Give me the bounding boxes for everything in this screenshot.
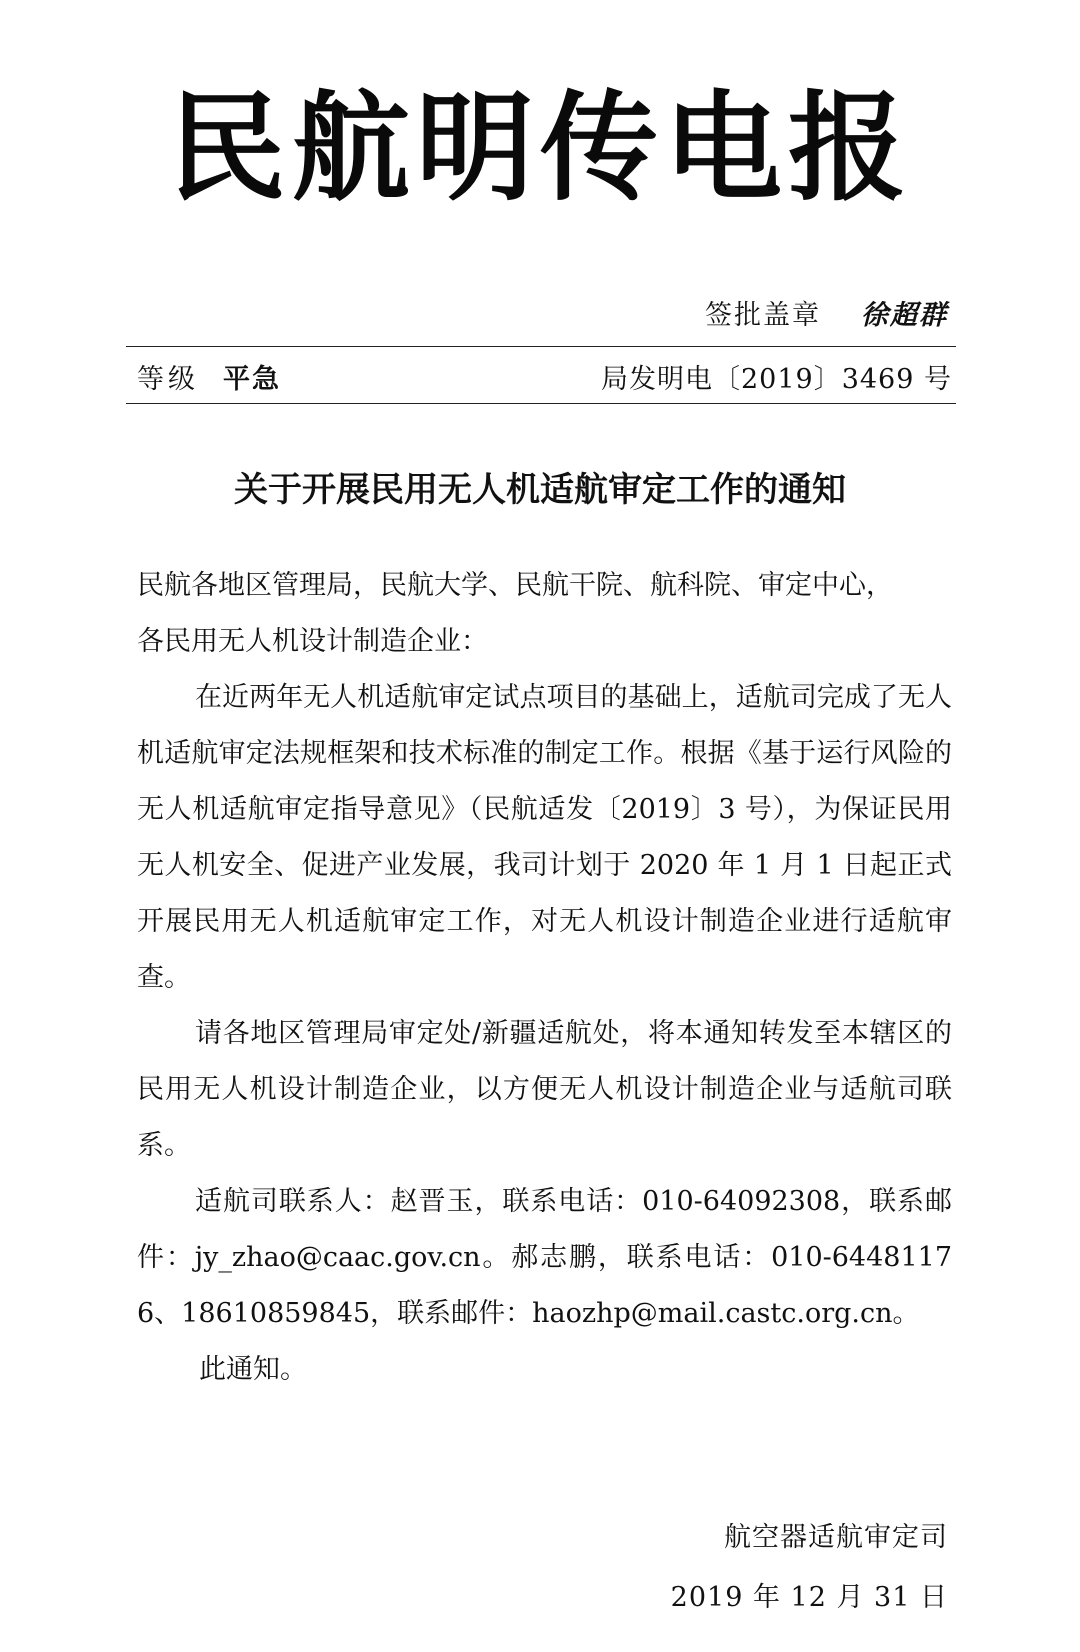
addressee-line: 各民用无人机设计制造企业： — [137, 626, 488, 657]
closing-line: 此通知。 — [199, 1354, 307, 1385]
approval-label: 签批盖章 — [705, 300, 821, 331]
body-paragraph: 在近两年无人机适航审定试点项目的基础上，适航司完成了无人机适航审定法规框架和技术标准的制定工作。根据《基于运行风险的无人机适航审定指导意见》（民航适发〔2019〕3 号），为保证民用无人机安全、促进产业发展，我司计划于 2020 年 1 月 1 日起正式开展民用无人机适航审定工作，对无人机设计制造企业进行适航审查。 — [137, 682, 952, 993]
body-paragraph: 请各地区管理局审定处/新疆适航处，将本通知转发至本辖区的民用无人机设计制造企业，以方便无人机设计制造企业与适航司联系。 — [137, 1018, 952, 1161]
addressee-line: 民航各地区管理局，民航大学、民航干院、航科院、审定中心， — [137, 570, 893, 601]
grade-label: 等级 — [137, 363, 199, 395]
masthead-title: 民航明传电报 — [167, 79, 912, 217]
grade-group — [137, 357, 281, 396]
footer-signature — [671, 1508, 948, 1628]
issue-date: 2019 年 12 月 31 日 — [670, 1582, 948, 1613]
header-rule-bottom — [126, 403, 956, 404]
issuer-name: 航空器适航审定司 — [724, 1522, 948, 1553]
document-body — [137, 558, 952, 1398]
approval-row — [705, 296, 948, 336]
approval-signer: 徐超群 — [861, 300, 948, 331]
document-number: 局发明电〔2019〕3469 号 — [600, 363, 952, 395]
meta-row — [137, 352, 952, 400]
contact-paragraph: 适航司联系人：赵晋玉，联系电话：010-64092308，联系邮件：jy_zhao@caac.gov.cn。郝志鹏，联系电话：010-64481176、18610859845，联系邮件：haozhp@mail.castc.org.cn。 — [137, 1186, 952, 1329]
grade-value: 平急 — [223, 363, 281, 395]
header-rule-top — [126, 346, 956, 347]
document-title: 关于开展民用无人机适航审定工作的通知 — [234, 470, 846, 510]
